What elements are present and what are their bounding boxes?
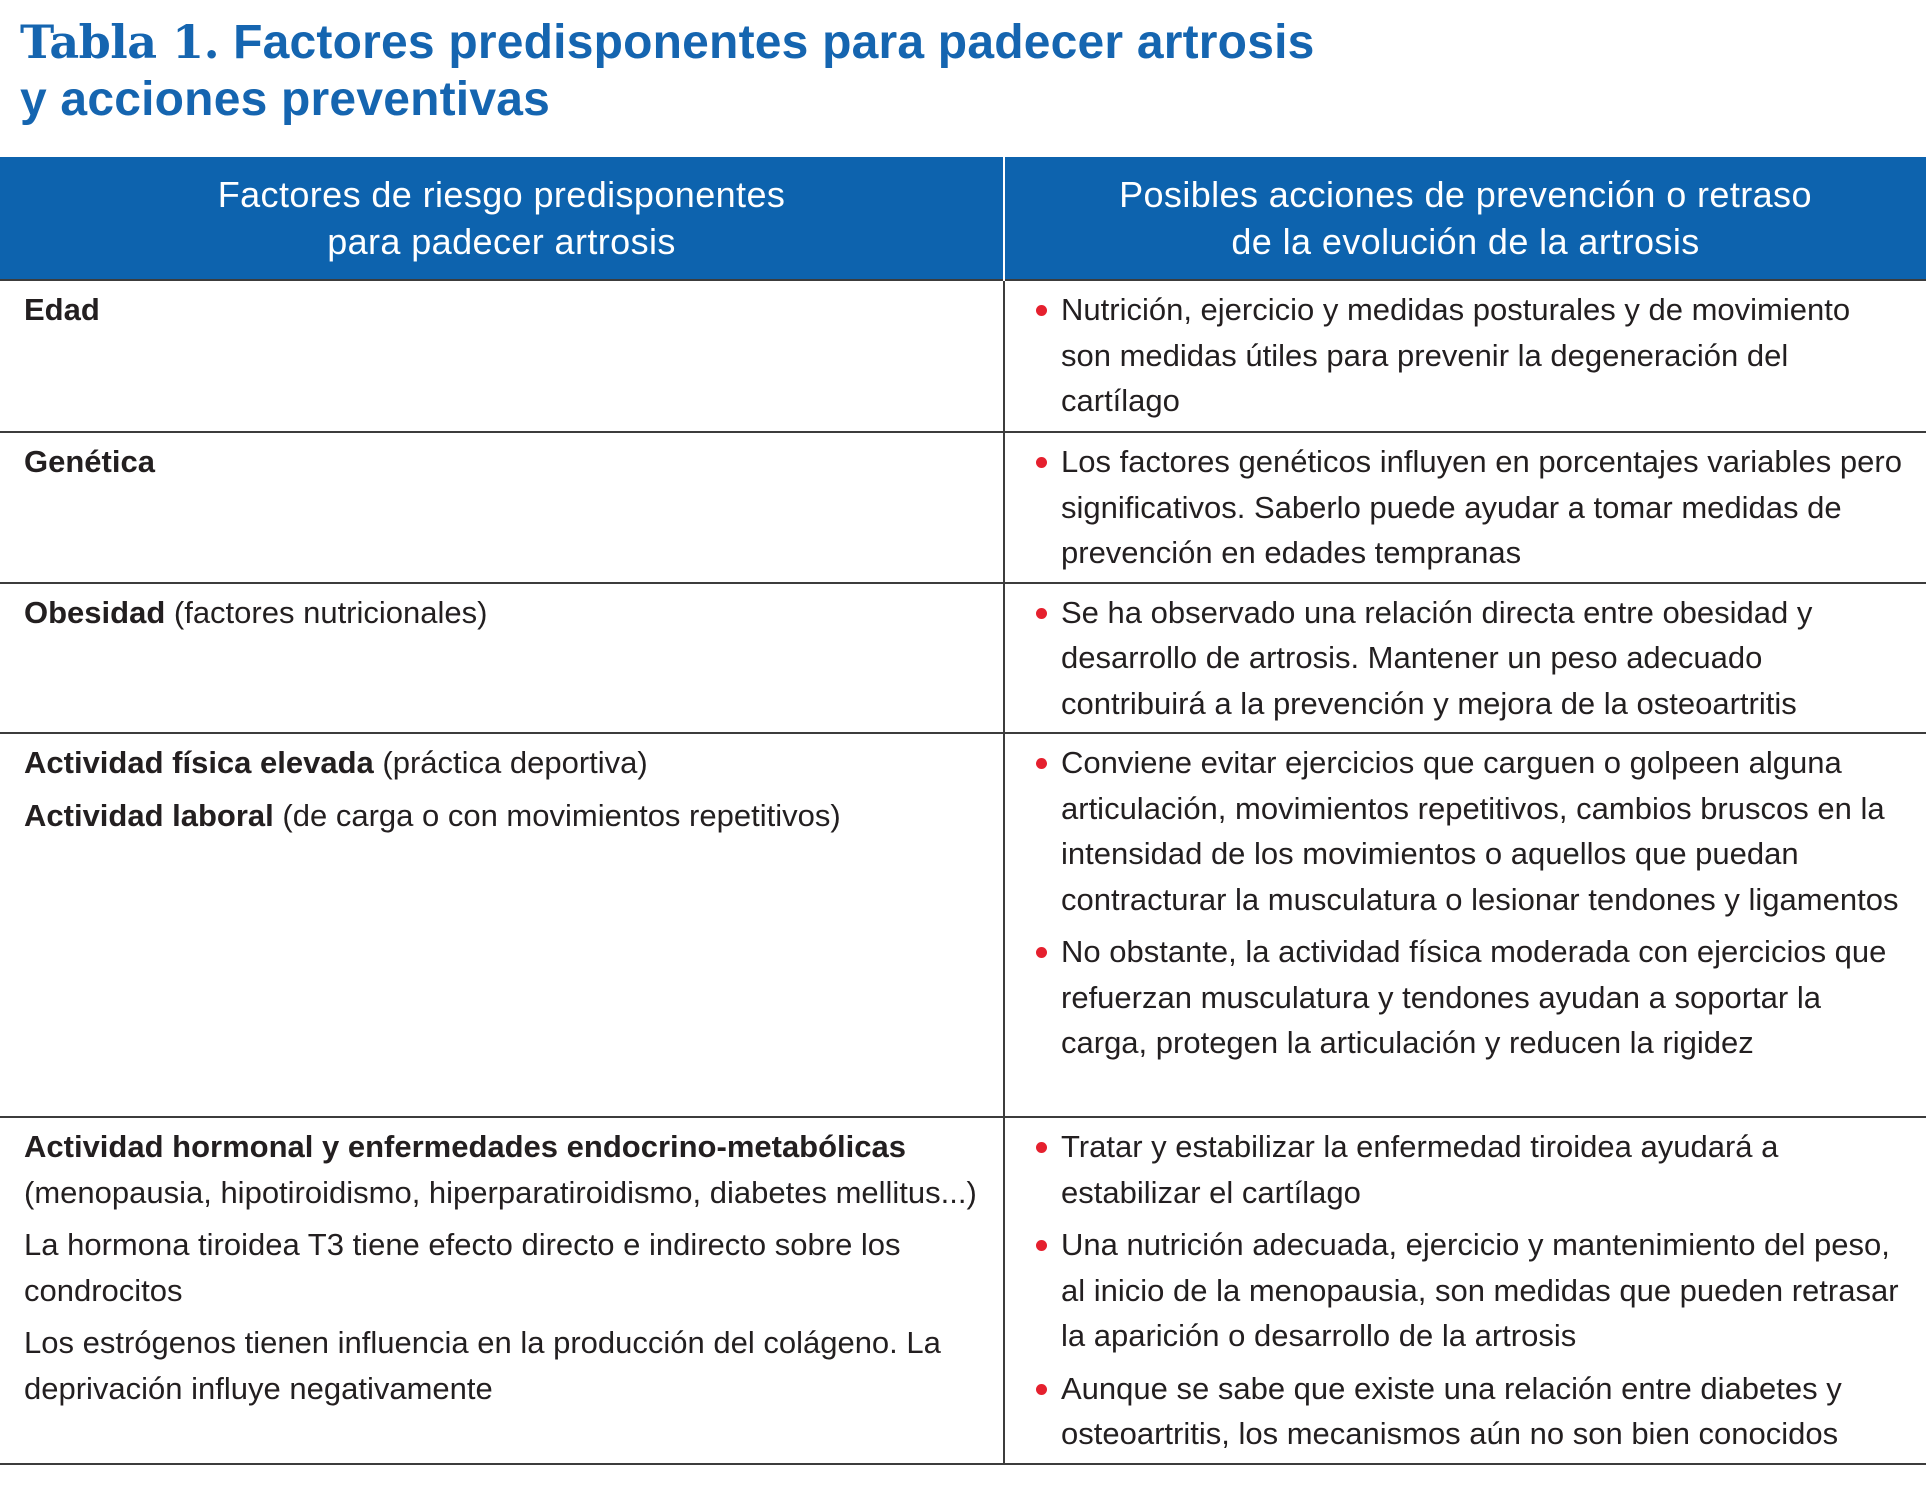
actions-list — [1033, 1124, 1908, 1457]
table-number-label: Tabla 1. — [20, 15, 220, 69]
factor-cell — [0, 280, 1004, 432]
table-row-hormonal — [0, 1117, 1926, 1464]
factor-name: Actividad física elevada — [24, 745, 374, 780]
factor-cell — [0, 432, 1004, 583]
factor-name: Actividad hormonal y enfermedades endocrino-metabólicas — [24, 1129, 907, 1164]
actions-list — [1033, 740, 1908, 1066]
table-row-obesidad — [0, 583, 1926, 734]
actions-cell — [1004, 280, 1926, 432]
actions-list — [1033, 590, 1908, 727]
factor-line — [24, 793, 979, 839]
actions-cell — [1004, 733, 1926, 1117]
factor-name: Obesidad — [24, 594, 166, 630]
action-item: Conviene evitar ejercicios que carguen o golpeen alguna articulación, movimientos repetitivos, cambios bruscos en la intensidad de los movimientos o aquellos que puedan contracturar la musculatura o lesionar tendones y ligamentos — [1033, 740, 1908, 922]
action-item: Nutrición, ejercicio y medidas posturales y de movimiento son medidas útiles para prevenir la degeneración del cartílago — [1033, 287, 1908, 424]
factor-detail: (factores nutricionales) — [165, 594, 488, 630]
factor-note: La hormona tiroidea T3 tiene efecto directo e indirecto sobre los condrocitos — [24, 1227, 901, 1308]
actions-cell — [1004, 583, 1926, 734]
factor-detail: (menopausia, hipotiroidismo, hiperparatiroidismo, diabetes mellitus...) — [24, 1174, 977, 1210]
factor-name: Edad — [24, 292, 100, 327]
title-line-2: y acciones preventivas — [20, 73, 551, 126]
factor-detail: (práctica deportiva) — [373, 745, 648, 780]
header-preventive-actions: Posibles acciones de prevención o retraso de la evolución de la artrosis — [1004, 157, 1926, 280]
actions-cell — [1004, 1117, 1926, 1464]
actions-list — [1033, 287, 1908, 424]
action-item: Tratar y estabilizar la enfermedad tiroidea ayudará a estabilizar el cartílago — [1033, 1124, 1908, 1215]
action-item: Se ha observado una relación directa entre obesidad y desarrollo de artrosis. Mantener un peso adecuado contribuirá a la prevención y mejora de la osteoartritis — [1033, 590, 1908, 727]
action-item: Una nutrición adecuada, ejercicio y mantenimiento del peso, al inicio de la menopausia, son medidas que pueden retrasar la aparición o desarrollo de la artrosis — [1033, 1222, 1908, 1359]
factor-cell — [0, 583, 1004, 734]
risk-factors-table — [0, 157, 1926, 1465]
action-item: Aunque se sabe que existe una relación entre diabetes y osteoartritis, los mecanismos aún no son bien conocidos — [1033, 1366, 1908, 1457]
factor-cell — [0, 1117, 1004, 1464]
table-header-row — [0, 157, 1926, 280]
factor-note: Los estrógenos tienen influencia en la producción del colágeno. La deprivación influye negativamente — [24, 1325, 941, 1406]
factor-name: Genética — [24, 444, 155, 479]
table-row-genetica — [0, 432, 1926, 583]
factor-cell — [0, 733, 1004, 1117]
table-row-actividad — [0, 733, 1926, 1117]
table-row-edad — [0, 280, 1926, 432]
actions-list — [1033, 439, 1908, 576]
factor-line — [24, 740, 979, 786]
action-item: No obstante, la actividad física moderada con ejercicios que refuerzan musculatura y tendones ayudan a soportar la carga, protegen la articulación y reducen la rigidez — [1033, 929, 1908, 1066]
factor-name: Actividad laboral — [24, 797, 274, 833]
factor-line — [24, 1124, 979, 1215]
title-line-1: Factores predisponentes para padecer artrosis — [233, 16, 1315, 69]
header-risk-factors: Factores de riesgo predisponentes para padecer artrosis — [0, 157, 1004, 280]
action-item: Los factores genéticos influyen en porcentajes variables pero significativos. Saberlo puede ayudar a tomar medidas de prevención en edades tempranas — [1033, 439, 1908, 576]
factor-detail: (de carga o con movimientos repetitivos) — [273, 797, 841, 833]
actions-cell — [1004, 432, 1926, 583]
table-title — [20, 14, 1900, 128]
